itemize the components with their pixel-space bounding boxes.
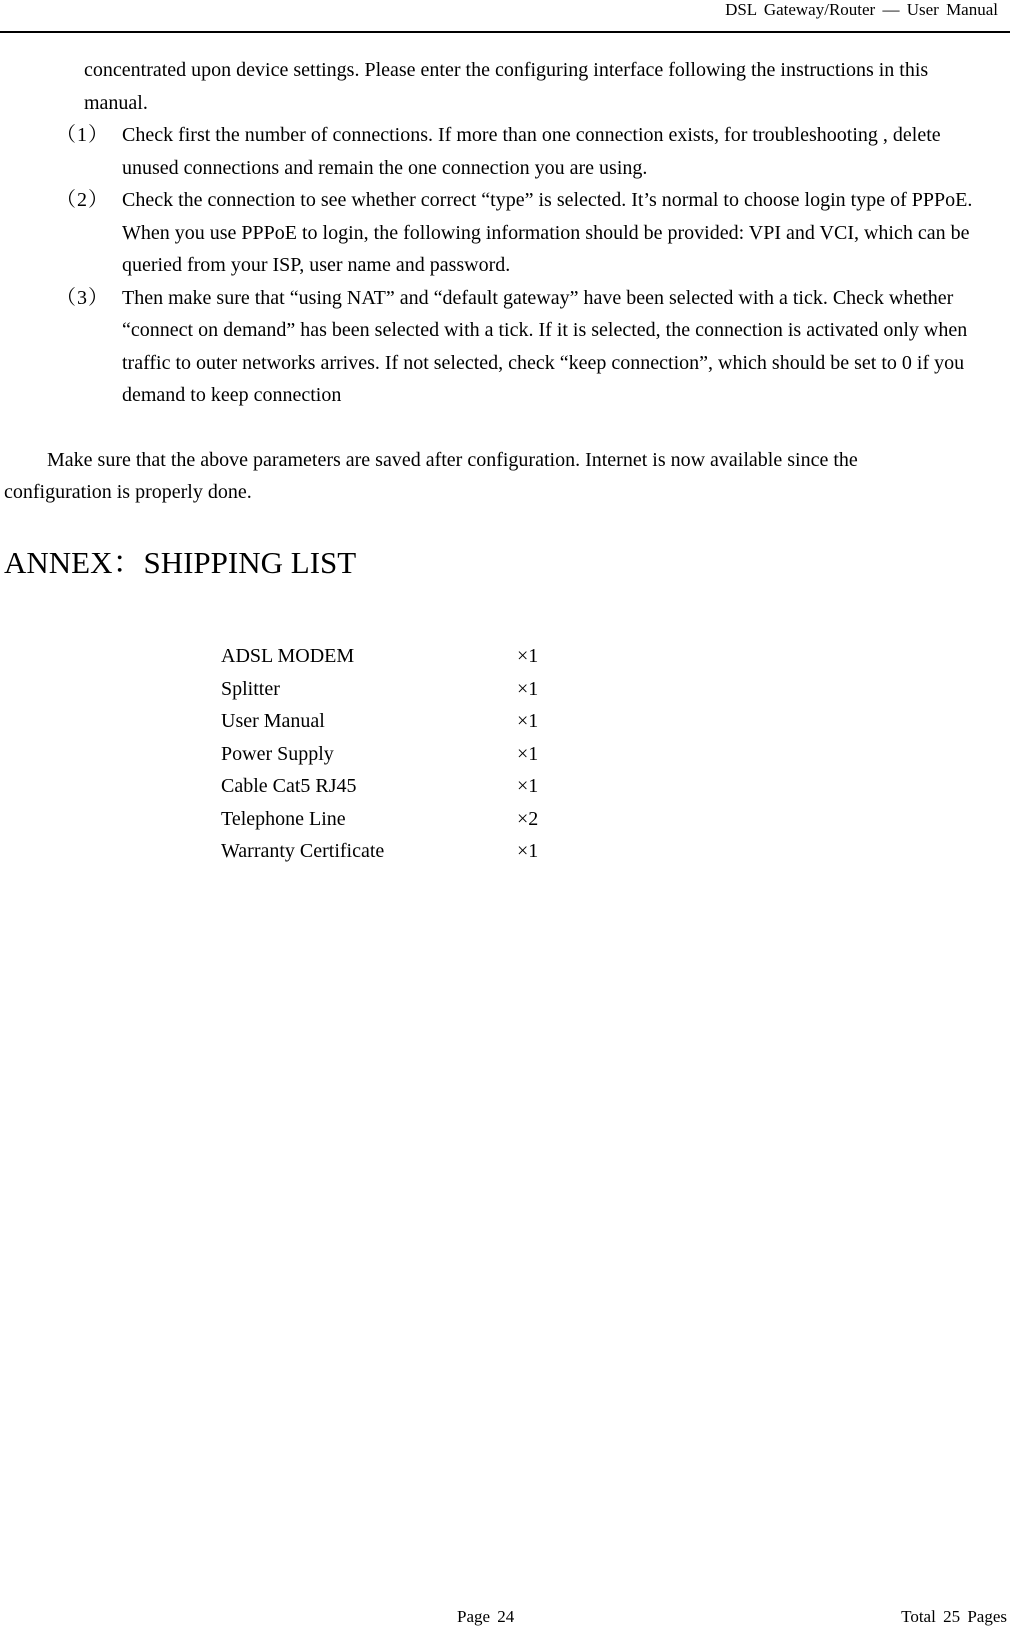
item-name: User Manual — [221, 710, 325, 732]
step-text: Check the connection to see whether correct “type” is selected. It’s normal to choose login type of PPPoE. When you use PPPoE to login, the following information should be provided: VPI and VCI, which can be queried from your ISP, user name and password. — [122, 189, 973, 276]
step-item — [56, 184, 982, 282]
page-number: Page 24 — [457, 1607, 515, 1626]
shipping-list-item — [221, 673, 577, 706]
item-quantity: ×1 — [517, 645, 539, 667]
step-text: Then make sure that “using NAT” and “default gateway” have been selected with a tick. Check whether “connect on demand” has been selected with a tick. If it is selected, the connection is activated only when traffic to outer networks arrives. If not selected, check “keep connection”, which should be set to 0 if you demand to keep connection — [122, 286, 968, 406]
item-name: Telephone Line — [221, 807, 346, 830]
item-quantity: ×1 — [517, 710, 539, 732]
item-name: Splitter — [221, 677, 280, 700]
shipping-list-item — [221, 770, 577, 803]
item-name: Warranty Certificate — [221, 840, 385, 862]
page-header — [0, 0, 1010, 33]
step-number: （3） — [56, 286, 109, 309]
header-title: DSL Gateway/Router — User Manual — [725, 0, 998, 19]
annex-title: ANNEX：SHIPPING LIST — [4, 545, 357, 580]
step-number: （1） — [56, 124, 109, 146]
document-body — [0, 54, 1010, 509]
item-quantity: ×1 — [517, 775, 539, 797]
shipping-list-item — [221, 835, 577, 868]
shipping-list-item — [221, 705, 577, 738]
item-name: Cable Cat5 RJ45 — [221, 775, 357, 797]
step-number: （2） — [56, 189, 109, 211]
continuation-paragraph: concentrated upon device settings. Please enter the configuring interface following the instructions in this manual. — [84, 59, 929, 114]
shipping-list-item — [221, 803, 577, 836]
item-quantity: ×1 — [517, 840, 539, 862]
shipping-list-item — [221, 738, 577, 771]
step-item — [56, 282, 982, 412]
item-quantity: ×1 — [517, 677, 539, 700]
item-quantity: ×2 — [517, 807, 539, 830]
item-quantity: ×1 — [517, 742, 539, 765]
total-pages: Total 25 Pages — [901, 1607, 1007, 1626]
step-item — [56, 119, 982, 184]
shipping-list — [221, 640, 577, 868]
item-name: ADSL MODEM — [221, 645, 355, 667]
summary-paragraph: Make sure that the above parameters are saved after configuration. Internet is now available since the configuration is properly done. — [4, 448, 858, 503]
shipping-list-item — [221, 640, 577, 673]
item-name: Power Supply — [221, 742, 334, 765]
step-text: Check first the number of connections. If more than one connection exists, for troubleshooting , delete unused connections and remain the one connection you are using. — [122, 124, 941, 179]
